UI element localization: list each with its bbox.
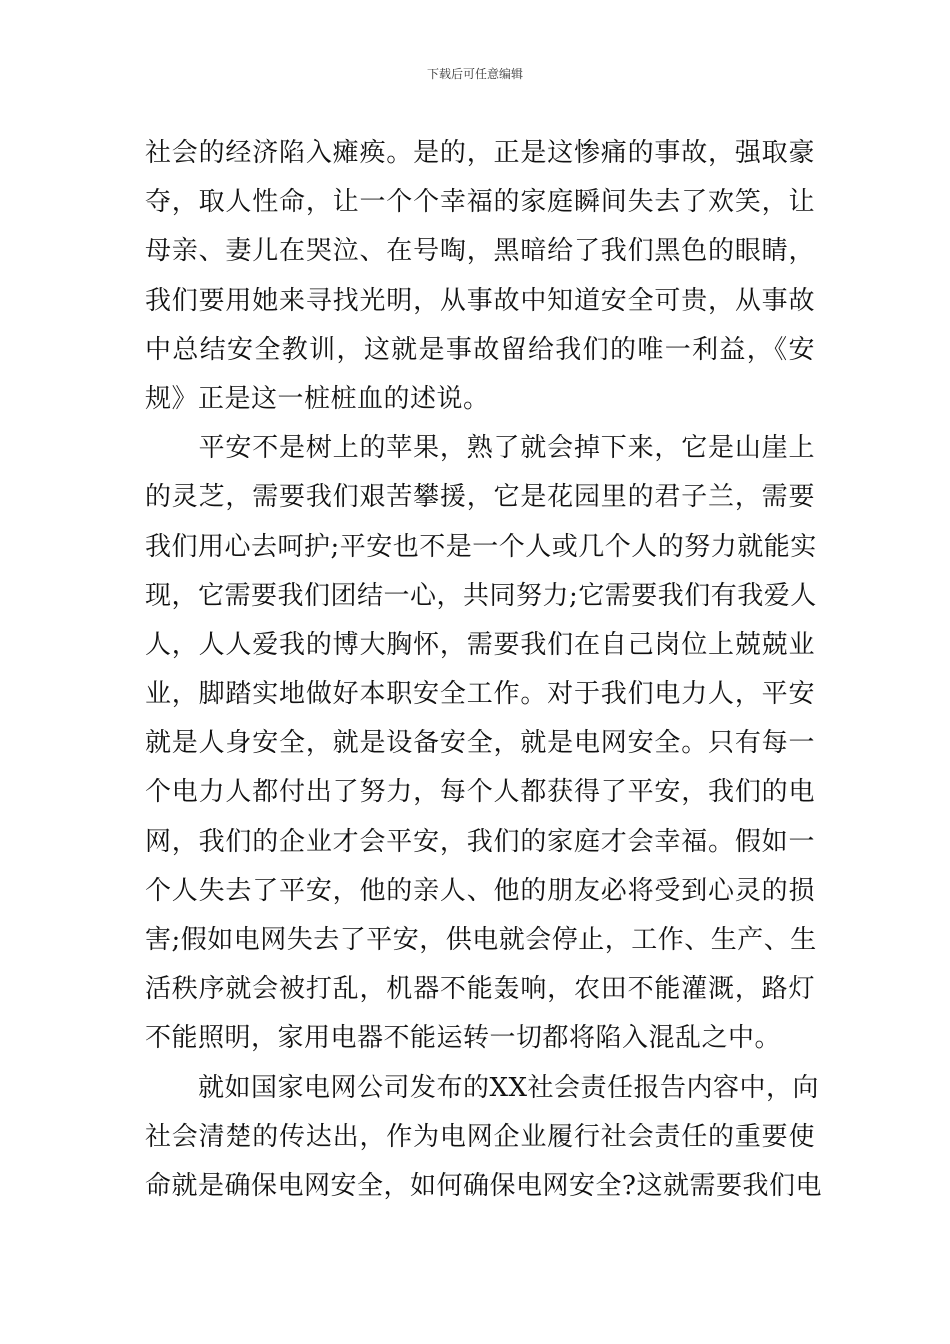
text-line: 平安不是树上的苹果，熟了就会掉下来，它是山崖上 [145,433,815,464]
body-text [145,129,822,1211]
text-line: 命就是确保电网安全，如何确保电网安全?这就需要我们电 [145,1170,822,1201]
text-line: 不能照明，家用电器不能运转一切都将陷入混乱之中。 [145,1023,782,1054]
text-line: 业，脚踏实地做好本职安全工作。对于我们电力人，平安 [145,679,815,710]
text-line: 个人失去了平安，他的亲人、他的朋友必将受到心灵的损 [145,875,815,906]
text-line: 网，我们的企业才会平安，我们的家庭才会幸福。假如一 [145,826,815,857]
text-line: 我们用心去呵护;平安也不是一个人或几个人的努力就能实 [145,531,817,562]
text-line: 人，人人爱我的博大胸怀，需要我们在自己岗位上兢兢业 [145,629,815,660]
text-line: 现，它需要我们团结一心，共同努力;它需要我们有我爱人 [145,580,817,611]
text-line: 个电力人都付出了努力，每个人都获得了平安，我们的电 [145,777,815,808]
text-line: 规》正是这一桩桩血的述说。 [145,383,490,414]
text-line: 社会清楚的传达出，作为电网企业履行社会责任的重要使 [145,1121,815,1152]
text-line: 社会的经济陷入瘫痪。是的，正是这惨痛的事故，强取豪 [145,138,815,168]
text-line: 的灵芝，需要我们艰苦攀援，它是花园里的君子兰，需要 [145,482,815,513]
text-line: 就如国家电网公司发布的XX社会责任报告内容中，向 [145,1072,820,1103]
page-header-note: 下载后可任意编辑 [426,67,523,81]
text-line: 就是人身安全，就是设备安全，就是电网安全。只有每一 [145,728,815,759]
text-line: 母亲、妻儿在哭泣、在号啕，黑暗给了我们黑色的眼睛， [145,236,815,267]
text-line: 中总结安全教训，这就是事故留给我们的唯一利益，《安 [145,334,815,365]
text-line: 害;假如电网失去了平安，供电就会停止，工作、生产、生 [145,925,817,955]
text-line: 活秩序就会被打乱，机器不能轰响，农田不能灌溉，路灯 [145,974,815,1005]
text-line: 夺，取人性命，让一个个幸福的家庭瞬间失去了欢笑，让 [145,187,815,218]
text-line: 我们要用她来寻找光明，从事故中知道安全可贵，从事故 [145,285,815,316]
